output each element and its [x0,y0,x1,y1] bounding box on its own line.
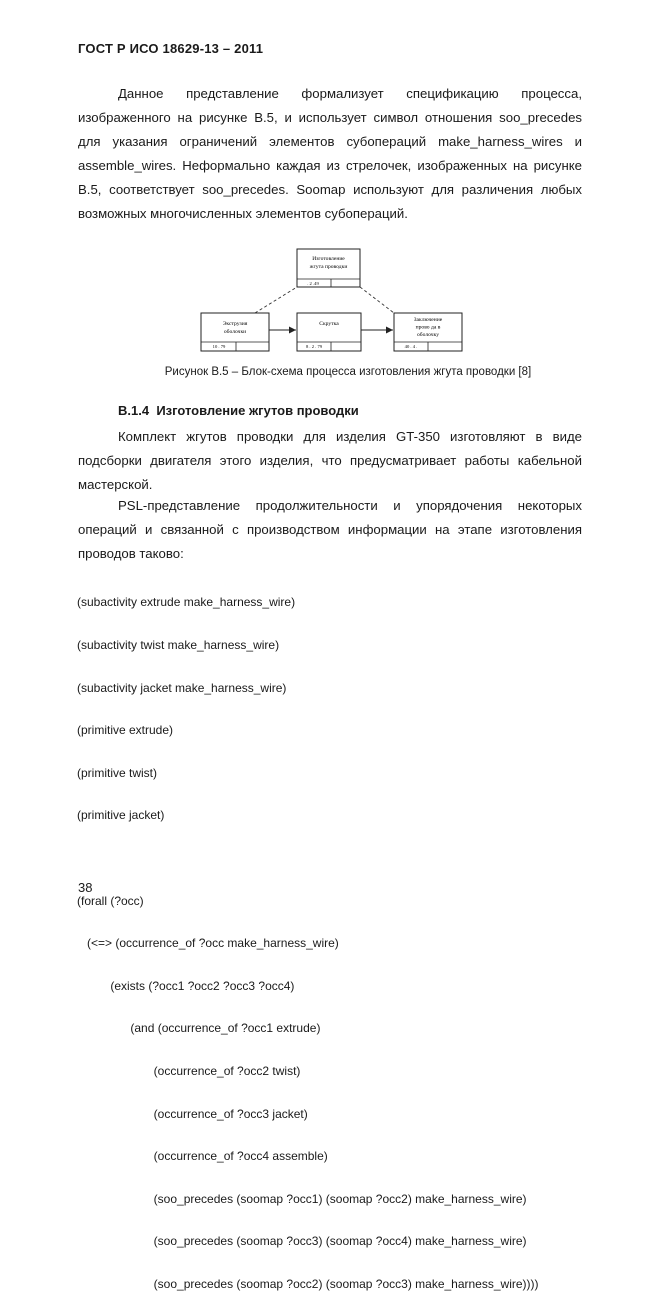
code-line [77,851,539,865]
dashed-connector-left [255,287,297,313]
box-left-code: 10 . 79 [212,344,226,349]
code-line: (forall (?occ) [77,893,144,908]
box-left-title-2: оболочки [223,329,247,335]
code-line: (occurrence_of ?occ2 twist) [77,1063,301,1078]
figure-caption: Рисунок В.5 – Блок-схема процесса изготовления жгута проводки [8] [164,366,532,378]
process-diagram [0,0,661,370]
box-right-title-1: Заключение [413,317,443,323]
body-line: операций и связанной с производством информации на этапе изготовления [78,522,582,537]
box-top-code: . 2 .49 [307,281,319,286]
code-line: (occurrence_of ?occ3 jacket) [77,1106,308,1121]
code-line: (soo_precedes (soomap ?occ1) (soomap ?occ2) make_harness_wire) [77,1191,527,1206]
code-line: (exists (?occ1 ?occ2 ?occ3 ?occ4) [77,978,295,993]
intro-line: Данное представление формализует спецификацию процесса, [118,86,582,101]
box-extrude [201,313,269,351]
intro-line: возможных многочисленных элементов субопераций. [78,206,408,221]
section-number: В.1.4 [118,403,150,418]
box-make-harness [297,249,360,287]
psl-code-block [77,567,539,1305]
code-line: (soo_precedes (soomap ?occ2) (soomap ?occ3) make_harness_wire)))) [77,1276,539,1291]
box-middle-code: 8 . 2 . 79 [305,344,323,349]
intro-line: В.5, соответствует soo_precedes. Soomap используют для различения любых [78,182,582,197]
intro-line: assemble_wires. Неформально каждая из стрелочек, изображенных на рисунке [78,158,582,173]
section-title: Изготовление жгутов проводки [156,403,359,418]
box-middle-title: Скрутка [319,321,339,327]
dashed-connector-right [360,287,394,313]
code-line: (<=> (occurrence_of ?occ make_harness_wire) [77,936,339,951]
box-jacket [394,313,462,351]
body-line: мастерской. [78,477,153,492]
code-line: (subactivity twist make_harness_wire) [77,638,280,652]
code-line: (primitive twist) [77,765,157,780]
code-line: (and (occurrence_of ?occ1 extrude) [77,1021,321,1036]
code-line: (occurrence_of ?occ4 assemble) [77,1149,328,1164]
box-right-title-3: оболочку [416,332,440,338]
box-top-title-1: Изготовление [312,256,345,262]
intro-line: для указания ограничений элементов субопераций make_harness_wires и [78,134,582,149]
box-right-title-2: прово да в [415,324,441,331]
code-line: (subactivity jacket make_harness_wire) [77,680,287,695]
body-paragraph-1 [78,425,582,497]
body-line: Комплект жгутов проводки для изделия GT-350 изготовляют в виде [118,429,582,444]
code-line: (soo_precedes (soomap ?occ3) (soomap ?occ4) make_harness_wire) [77,1234,527,1249]
body-line: подсборки двигателя этого изделия, что предусматривает работы кабельной [78,453,582,468]
section-heading [118,403,359,418]
body-line: PSL-представление продолжительности и упорядочения некоторых [118,498,582,513]
code-line: (subactivity extrude make_harness_wire) [77,595,296,610]
body-paragraph-2 [78,494,582,566]
body-line: проводов таково: [78,546,184,561]
box-twist [297,313,361,351]
box-left-title-1: Экструзия [222,321,248,327]
page-number: 38 [78,880,93,895]
box-top-title-2: жгута проводки [309,264,348,270]
document-header: ГОСТ Р ИСО 18629-13 – 2011 [78,41,264,56]
intro-line: изображенного на рисунке В.5, и использует символ отношения soo_precedes [78,110,582,125]
code-line: (primitive jacket) [77,808,165,823]
box-right-code: 40 . 4 . [404,344,418,349]
code-line: (primitive extrude) [77,723,174,738]
